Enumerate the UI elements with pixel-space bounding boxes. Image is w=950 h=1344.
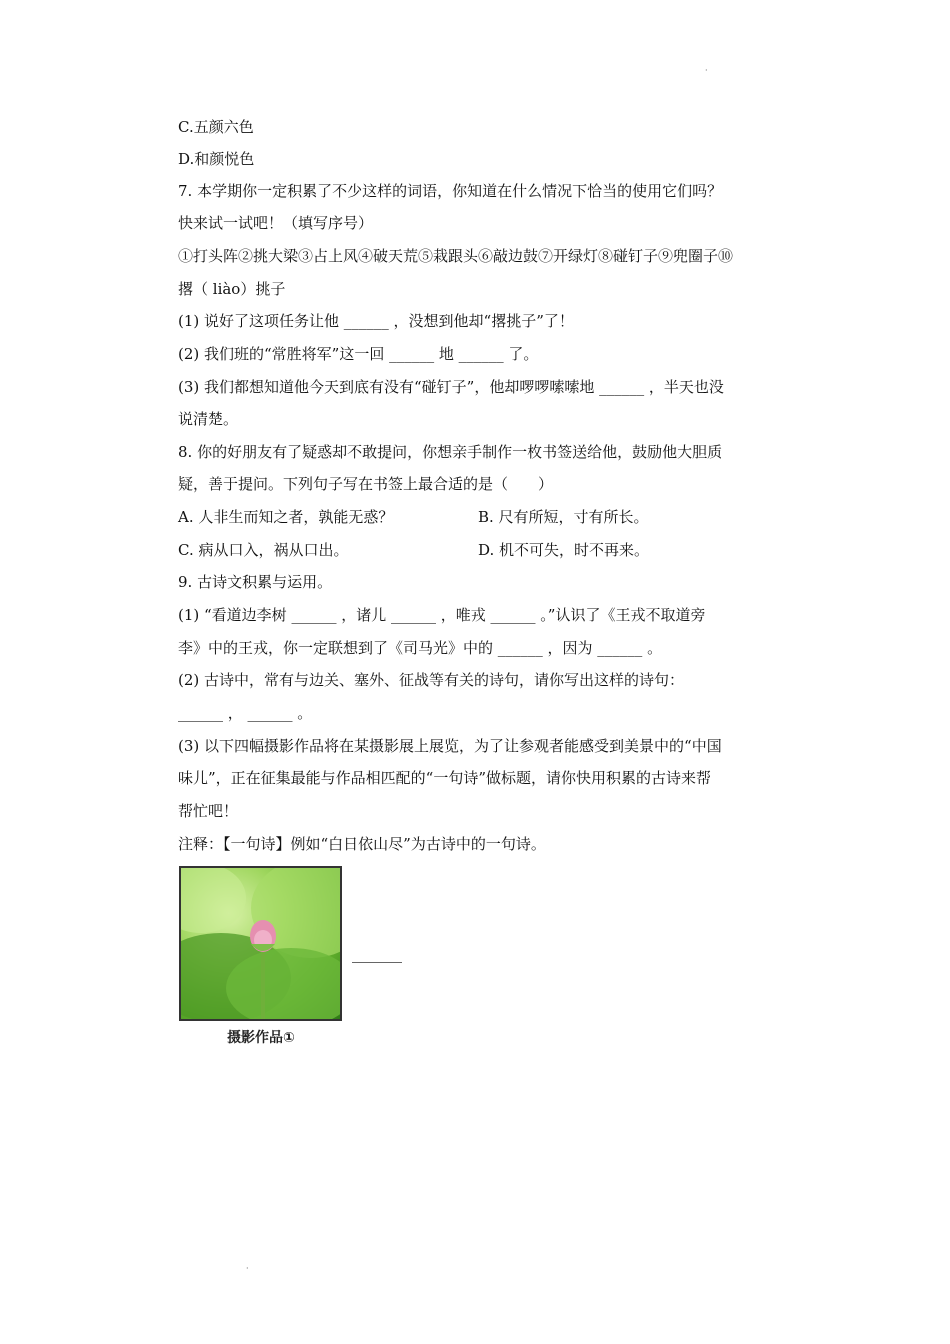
lotus-photo [179,866,342,1021]
question-9-item-1-cont: 李》中的王戎，你一定联想到了《司马光》中的 ______ ，因为 ______ 。 [178,639,663,657]
question-7-stem: 7. 本学期你一定积累了不少这样的词语，你知道在什么情况下恰当的使用它们吗？ [178,182,723,200]
lotus-bud-image [181,868,340,1019]
question-8-options-row-2 [178,540,778,560]
question-8-options-row-1 [178,507,778,527]
question-7-item-2: (2) 我们班的“常胜将军”这一回 ______ 地 ______ 了。 [178,345,539,363]
option-d: D.和颜悦色 [178,150,255,168]
question-8-option-c: C. 病从口入，祸从口出。 [178,541,349,559]
question-8-option-b: B. 尺有所短，寸有所长。 [478,508,649,526]
page-mark: · [705,66,708,75]
option-c: C.五颜六色 [178,118,254,136]
question-7-word-list: ①打头阵②挑大梁③占上风④破天荒⑤栽跟头⑥敲边鼓⑦开绿灯⑧碰钉子⑨兜圈子⑩ [178,247,734,265]
question-7-item-1: (1) 说好了这项任务让他 ______ ，没想到他却“撂挑子”了！ [178,312,574,330]
question-9-item-1: (1) “看道边李树 ______ ，诸儿 ______ ，唯戎 ______ 。”认识了《王戎不取道旁 [178,606,706,624]
question-7-word-list-cont: 撂（ liào）挑子 [178,280,286,298]
photo-1-answer-blank[interactable] [352,962,402,963]
question-8-stem: 8. 你的好朋友有了疑惑却不敢提问，你想亲手制作一枚书签送给他，鼓励他大胆质 [178,443,723,461]
question-9-item-3-cont2: 帮忙吧！ [178,802,239,820]
question-7-stem-cont: 快来试一试吧！（填写序号） [178,214,374,232]
question-9-item-2: (2) 古诗中，常有与边关、塞外、征战等有关的诗句，请你写出这样的诗句： [178,671,685,689]
question-9-stem: 9. 古诗文积累与运用。 [178,573,333,591]
footer-mark: · [246,1264,249,1273]
question-8-option-a: A. 人非生而知之者，孰能无惑？ [178,508,394,526]
photo-caption: 摄影作品① [227,1030,295,1046]
annotation-note: 注释：【一句诗】例如“白日依山尽”为古诗中的一句诗。 [178,835,546,853]
question-8-option-d: D. 机不可失，时不再来。 [478,541,650,559]
question-9-item-2-blanks: ______ ， ______ 。 [178,704,313,722]
question-7-item-3-cont: 说清楚。 [178,410,239,428]
question-8-stem-cont: 疑，善于提问。下列句子写在书签上最合适的是（ ） [178,475,554,493]
question-9-item-3-cont: 味儿”，正在征集最能与作品相匹配的“一句诗”做标题，请你快用积累的古诗来帮 [178,769,712,787]
question-9-item-3: (3) 以下四幅摄影作品将在某摄影展上展览，为了让参观者能感受到美景中的“中国 [178,737,722,755]
question-7-item-3: (3) 我们都想知道他今天到底有没有“碰钉子”，他却啰啰嗦嗦地 ______ ，半天也没 [178,378,724,396]
